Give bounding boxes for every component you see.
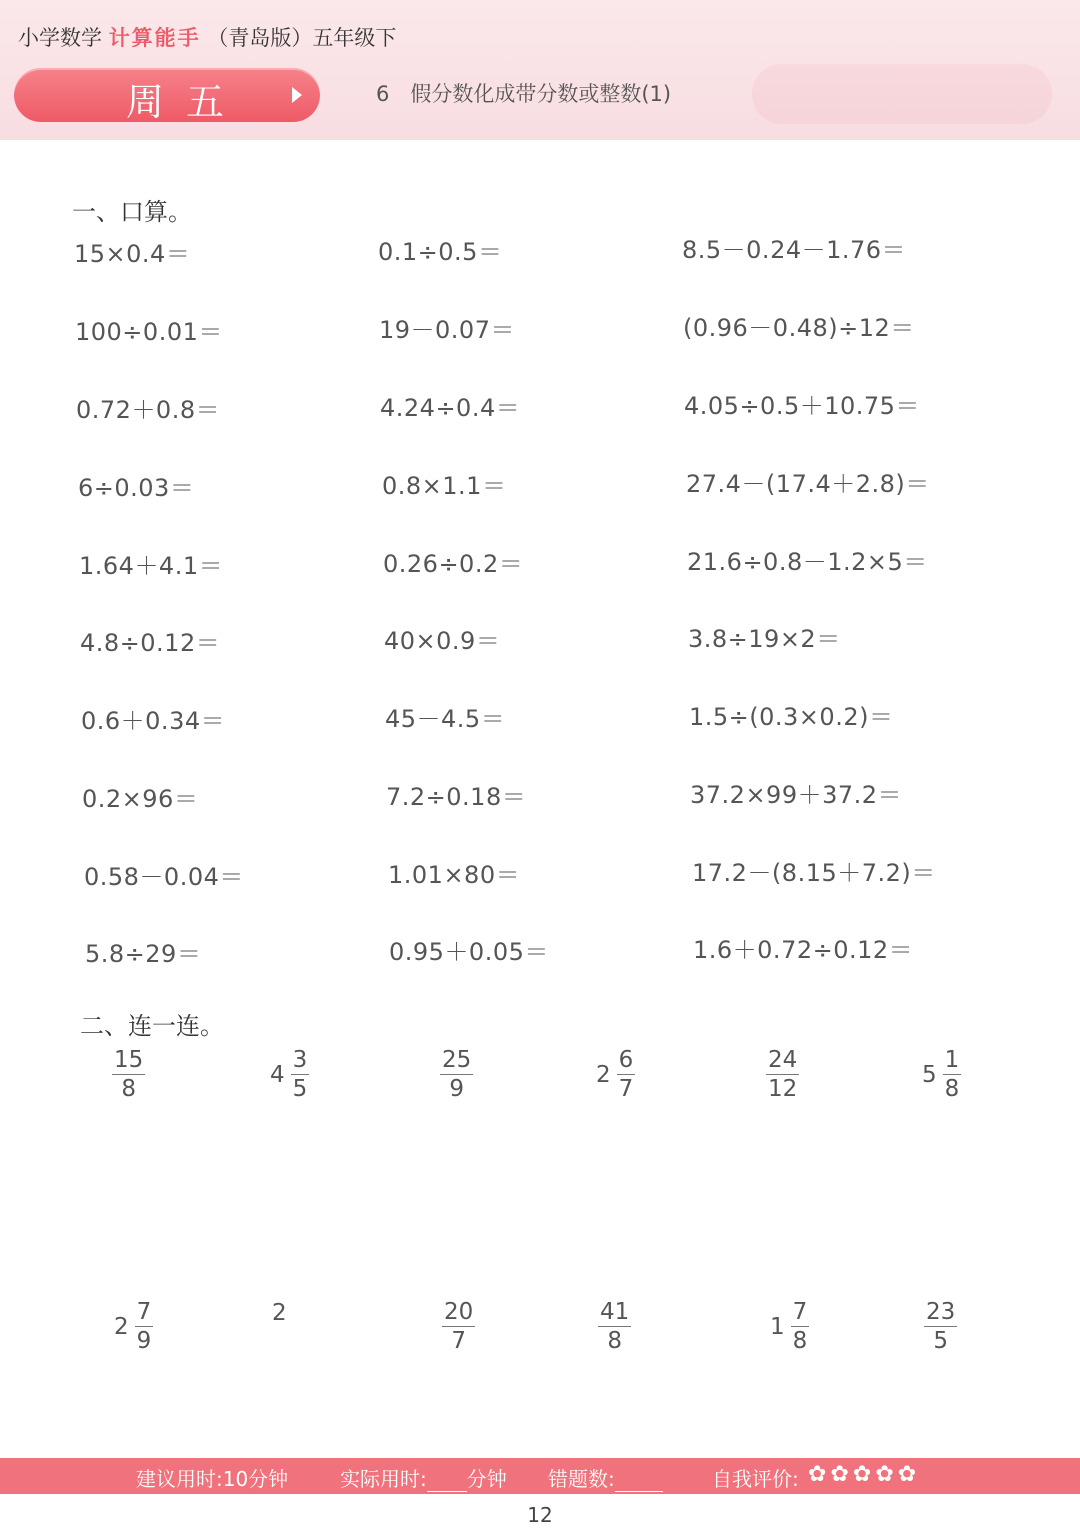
fraction-denominator: 5 xyxy=(292,1076,308,1103)
calc-item: 6÷0.03＝ xyxy=(78,474,195,502)
flower-star-icon[interactable]: ✿ xyxy=(852,1462,872,1487)
fraction-denominator: 9 xyxy=(136,1328,152,1355)
calc-item: 0.6＋0.34＝ xyxy=(81,707,226,735)
fraction-numerator: 1 xyxy=(943,1048,962,1075)
fraction-item[interactable] xyxy=(922,1048,961,1101)
self-evaluation-stars xyxy=(808,1461,916,1489)
fraction xyxy=(440,1048,473,1101)
fraction-denominator: 8 xyxy=(944,1076,960,1103)
calc-item: 0.95＋0.05＝ xyxy=(389,938,549,966)
fraction xyxy=(791,1300,810,1353)
calc-item: 40×0.9＝ xyxy=(384,627,501,655)
actual-time-label: 实际用时: xyxy=(340,1467,427,1491)
error-count-blank[interactable] xyxy=(615,1473,663,1492)
calc-item: 4.24÷0.4＝ xyxy=(380,394,521,422)
fraction-item[interactable] xyxy=(596,1048,635,1101)
calc-item: 0.58－0.04＝ xyxy=(84,863,244,891)
calc-item: 19－0.07＝ xyxy=(379,316,515,344)
calc-item: 0.72＋0.8＝ xyxy=(76,396,221,424)
day-banner xyxy=(14,68,320,122)
calc-item: 37.2×99＋37.2＝ xyxy=(690,781,903,809)
calc-item: 27.4－(17.4＋2.8)＝ xyxy=(686,470,930,498)
fraction-item[interactable] xyxy=(442,1300,475,1353)
book-title xyxy=(18,22,396,52)
fraction-whole: 2 xyxy=(114,1313,129,1340)
calc-item: 0.8×1.1＝ xyxy=(382,472,507,500)
flower-star-icon[interactable]: ✿ xyxy=(830,1462,849,1487)
fraction-item[interactable] xyxy=(114,1300,153,1353)
fraction-numerator: 23 xyxy=(924,1300,957,1327)
fraction-whole: 1 xyxy=(770,1313,785,1340)
book-title-prefix: 小学数学 xyxy=(18,26,102,50)
book-title-suffix: （青岛版）五年级下 xyxy=(207,26,397,50)
calc-item: 8.5－0.24－1.76＝ xyxy=(682,236,907,264)
calc-item: 5.8÷29＝ xyxy=(85,940,202,968)
calc-item: 4.05÷0.5＋10.75＝ xyxy=(684,392,920,420)
calc-item: 7.2÷0.18＝ xyxy=(386,783,527,811)
fraction-item[interactable] xyxy=(112,1048,145,1101)
error-count xyxy=(548,1463,663,1492)
fraction-whole: 2 xyxy=(272,1300,287,1326)
calc-item: 0.2×96＝ xyxy=(82,785,199,813)
fraction xyxy=(924,1300,957,1353)
fraction-numerator: 15 xyxy=(112,1048,145,1075)
page-number: 12 xyxy=(527,1503,553,1527)
calc-item: 1.01×80＝ xyxy=(388,861,521,889)
fraction-whole: 4 xyxy=(270,1061,285,1088)
lesson-title: 6 假分数化成带分数或整数(1) xyxy=(376,82,672,106)
calc-item: (0.96－0.48)÷12＝ xyxy=(683,314,915,342)
fraction xyxy=(598,1300,631,1353)
self-evaluation-label: 自我评价: xyxy=(712,1467,799,1491)
calc-item: 45－4.5＝ xyxy=(385,705,506,733)
fraction-denominator: 5 xyxy=(933,1328,948,1355)
fraction-denominator: 7 xyxy=(618,1076,634,1103)
fraction-item[interactable] xyxy=(770,1300,809,1353)
faded-watermark xyxy=(752,64,1052,124)
arrow-right-icon xyxy=(292,87,302,103)
fraction-numerator: 7 xyxy=(791,1300,810,1327)
calc-item: 1.5÷(0.3×0.2)＝ xyxy=(689,703,894,731)
fraction-item[interactable] xyxy=(270,1048,309,1101)
fraction-numerator: 24 xyxy=(766,1048,799,1075)
fraction-item[interactable] xyxy=(440,1048,473,1101)
flower-star-icon[interactable]: ✿ xyxy=(897,1462,917,1487)
fraction-whole: 2 xyxy=(596,1061,611,1088)
book-title-brand: 计算能手 xyxy=(108,26,201,50)
calc-item: 15×0.4＝ xyxy=(74,240,191,268)
calc-item: 1.64＋4.1＝ xyxy=(79,552,224,580)
fraction xyxy=(943,1048,962,1101)
fraction-item[interactable] xyxy=(272,1300,293,1326)
flower-star-icon[interactable]: ✿ xyxy=(808,1462,827,1487)
calc-item: 17.2－(8.15＋7.2)＝ xyxy=(692,859,936,887)
calc-item: 0.26÷0.2＝ xyxy=(383,550,524,578)
fraction-numerator: 7 xyxy=(135,1300,154,1327)
fraction xyxy=(766,1048,799,1101)
fraction-denominator: 8 xyxy=(792,1328,808,1355)
calc-item: 0.1÷0.5＝ xyxy=(378,238,503,266)
fraction xyxy=(291,1048,310,1101)
calc-item: 3.8÷19×2＝ xyxy=(688,625,841,653)
fraction-denominator: 9 xyxy=(449,1076,464,1103)
flower-star-icon[interactable]: ✿ xyxy=(875,1462,894,1487)
fraction-denominator: 8 xyxy=(607,1328,622,1355)
section-2-title: 二、连一连。 xyxy=(80,1012,224,1040)
fraction-numerator: 41 xyxy=(598,1300,631,1327)
fraction xyxy=(112,1048,145,1101)
fraction xyxy=(442,1300,475,1353)
fraction-numerator: 20 xyxy=(442,1300,475,1327)
day-label: 周五 xyxy=(126,80,247,124)
suggested-time: 建议用时:10分钟 xyxy=(136,1467,289,1491)
actual-time-blank[interactable] xyxy=(427,1473,467,1492)
footer-band xyxy=(0,1458,1080,1494)
section-1-title: 一、口算。 xyxy=(72,198,192,226)
calc-item: 1.6＋0.72÷0.12＝ xyxy=(693,936,914,964)
calc-item: 21.6÷0.8－1.2×5＝ xyxy=(687,548,928,576)
actual-time-unit: 分钟 xyxy=(466,1467,507,1491)
fraction-denominator: 12 xyxy=(768,1076,798,1103)
fraction-numerator: 25 xyxy=(440,1048,473,1075)
fraction-numerator: 3 xyxy=(291,1048,310,1075)
error-count-label: 错题数: xyxy=(548,1467,615,1491)
fraction xyxy=(617,1048,636,1101)
fraction-item[interactable] xyxy=(924,1300,957,1353)
fraction-denominator: 7 xyxy=(451,1328,466,1355)
fraction-item[interactable] xyxy=(598,1300,631,1353)
calc-item: 4.8÷0.12＝ xyxy=(80,629,221,657)
fraction xyxy=(135,1300,154,1353)
fraction-item[interactable] xyxy=(766,1048,799,1101)
fraction-denominator: 8 xyxy=(121,1076,136,1103)
actual-time xyxy=(340,1463,507,1492)
fraction-whole: 5 xyxy=(922,1061,937,1088)
fraction-numerator: 6 xyxy=(617,1048,636,1075)
calc-item: 100÷0.01＝ xyxy=(75,318,223,346)
